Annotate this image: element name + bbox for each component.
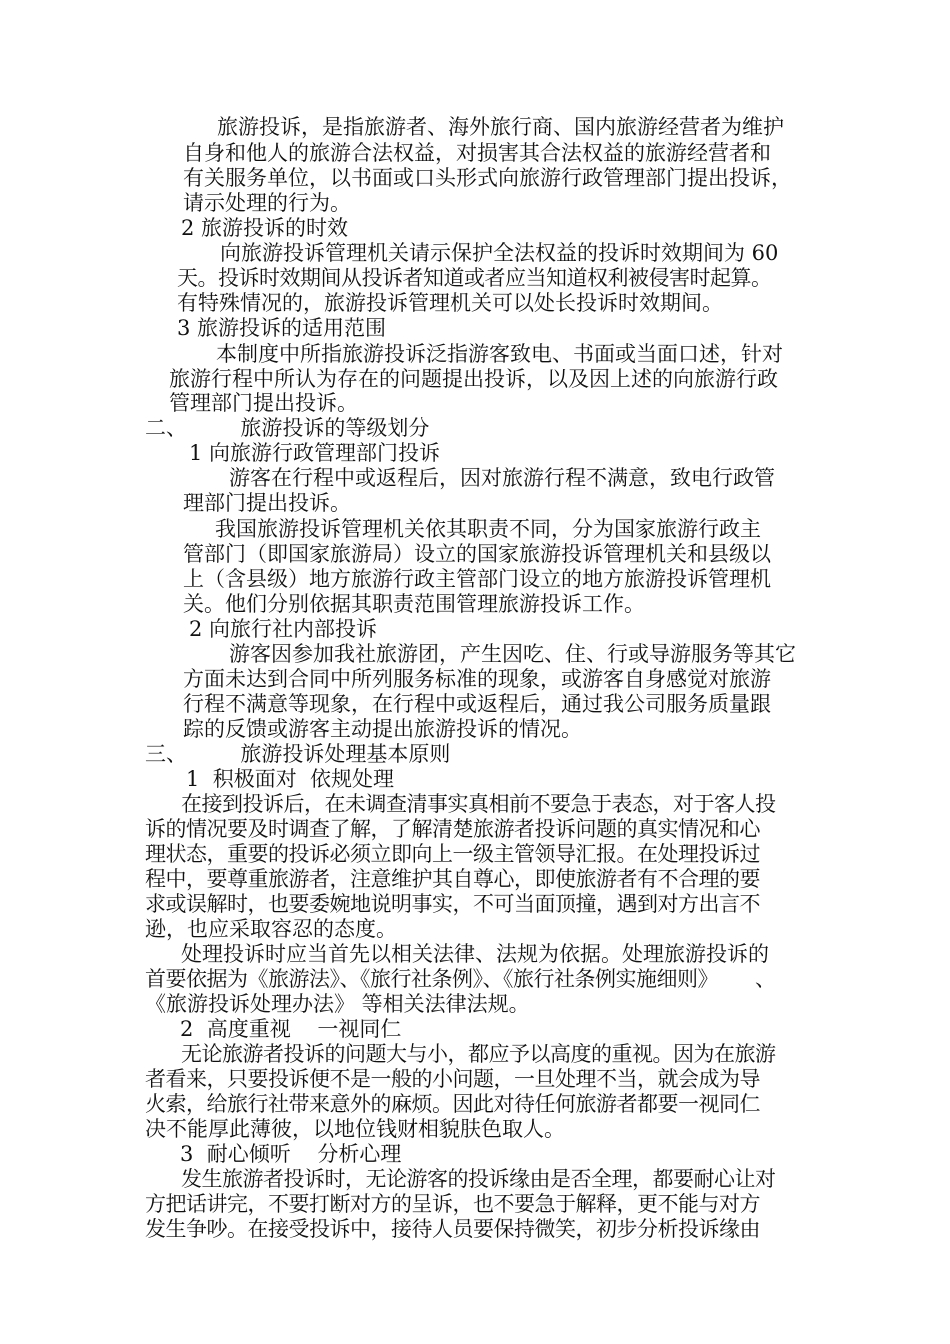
paragraph-line: 向旅游投诉管理机关请示保护全法权益的投诉时效期间为 60: [220, 241, 779, 265]
paragraph-line: 在接到投诉后，在未调查清事实真相前不要急于表态，对于客人投: [181, 792, 776, 816]
chapter-heading: 二、 旅游投诉的等级划分: [145, 416, 430, 440]
paragraph-line: 管部门（即国家旅游局）设立的国家旅游投诉管理机关和县级以: [183, 542, 771, 566]
paragraph-line: 有关服务单位，以书面或口头形式向旅游行政管理部门提出投诉，: [183, 166, 792, 190]
paragraph-line: 处理投诉时应当首先以相关法律、法规为依据。处理旅游投诉的: [181, 942, 769, 966]
paragraph-line: 决不能厚此薄彼，以地位钱财相貌肤色取人。: [145, 1117, 565, 1141]
paragraph-line: 请示处理的行为。: [183, 191, 351, 215]
section-heading: 2 高度重视 一视同仁: [180, 1017, 402, 1041]
paragraph-line: 无论旅游者投诉的问题大与小，都应予以高度的重视。因为在旅游: [181, 1042, 776, 1066]
paragraph-line: 方面未达到合同中所列服务标准的现象，或游客自身感觉对旅游: [183, 667, 771, 691]
paragraph-line: 发生旅游者投诉时，无论游客的投诉缘由是否全理，都要耐心让对: [181, 1167, 776, 1191]
paragraph-line: 程中，要尊重旅游者，注意维护其自尊心，即使旅游者有不合理的要: [145, 867, 760, 891]
paragraph-line: 逊，也应采取容忍的态度。: [145, 917, 397, 941]
paragraph-line: 天。投诉时效期间从投诉者知道或者应当知道权利被侵害时起算。: [177, 266, 772, 290]
paragraph-line: 理状态，重要的投诉必须立即向上一级主管领导汇报。在处理投诉过: [145, 842, 760, 866]
paragraph-line: 自身和他人的旅游合法权益，对损害其合法权益的旅游经营者和: [183, 141, 771, 165]
paragraph-line: 火索，给旅行社带来意外的麻烦。因此对待任何旅游者都要一视同仁: [145, 1092, 760, 1116]
section-heading: 1 向旅游行政管理部门投诉: [189, 441, 441, 465]
paragraph-line: 理部门提出投诉。: [183, 491, 351, 515]
paragraph-line: 游客在行程中或返程后，因对旅游行程不满意，致电行政管: [229, 466, 775, 490]
paragraph-line: 本制度中所指旅游投诉泛指游客致电、书面或当面口述，针对: [216, 342, 783, 366]
paragraph-line: 诉的情况要及时调查了解，了解清楚旅游者投诉问题的真实情况和心: [145, 817, 760, 841]
paragraph-line: 求或误解时，也要委婉地说明事实，不可当面顶撞，遇到对方出言不: [145, 892, 760, 916]
paragraph-line: 踪的反馈或游客主动提出旅游投诉的情况。: [183, 717, 582, 741]
chapter-heading: 三、 旅游投诉处理基本原则: [145, 742, 451, 766]
paragraph-line: 有特殊情况的，旅游投诉管理机关可以处长投诉时效期间。: [177, 291, 723, 315]
section-heading: 2 向旅行社内部投诉: [189, 617, 378, 641]
paragraph-line: 游客因参加我社旅游团，产生因吃、住、行或导游服务等其它: [229, 642, 796, 666]
paragraph-line: 行程不满意等现象，在行程中或返程后，通过我公司服务质量跟: [183, 692, 771, 716]
paragraph-line: 旅游行程中所认为存在的问题提出投诉，以及因上述的向旅游行政: [169, 367, 778, 391]
paragraph-line: 方把话讲完，不要打断对方的呈诉，也不要急于解释，更不能与对方: [145, 1192, 760, 1216]
paragraph-line: 上（含县级）地方旅游行政主管部门设立的地方旅游投诉管理机: [183, 567, 771, 591]
section-heading: 3 旅游投诉的适用范围: [177, 316, 387, 340]
paragraph-line: 管理部门提出投诉。: [169, 391, 358, 415]
paragraph-line: 我国旅游投诉管理机关依其职责不同，分为国家旅游行政主: [215, 517, 761, 541]
section-heading: 1 积极面对 依规处理: [186, 767, 395, 791]
paragraph-line: 首要依据为《旅游法》、《旅行社条例》、《旅行社条例实施细则》 、: [145, 967, 776, 991]
section-heading: 2 旅游投诉的时效: [181, 216, 349, 240]
paragraph-line: 发生争吵。在接受投诉中，接待人员要保持微笑，初步分析投诉缘由: [145, 1217, 760, 1241]
paragraph-line: 旅游投诉，是指旅游者、海外旅行商、国内旅游经营者为维护: [217, 115, 784, 139]
paragraph-line: 关。他们分别依据其职责范围管理旅游投诉工作。: [183, 592, 645, 616]
section-heading: 3 耐心倾听 分析心理: [180, 1142, 402, 1166]
paragraph-line: 《旅游投诉处理办法》 等相关法律法规。: [145, 992, 530, 1016]
paragraph-line: 者看来，只要投诉便不是一般的小问题，一旦处理不当，就会成为导: [145, 1067, 760, 1091]
